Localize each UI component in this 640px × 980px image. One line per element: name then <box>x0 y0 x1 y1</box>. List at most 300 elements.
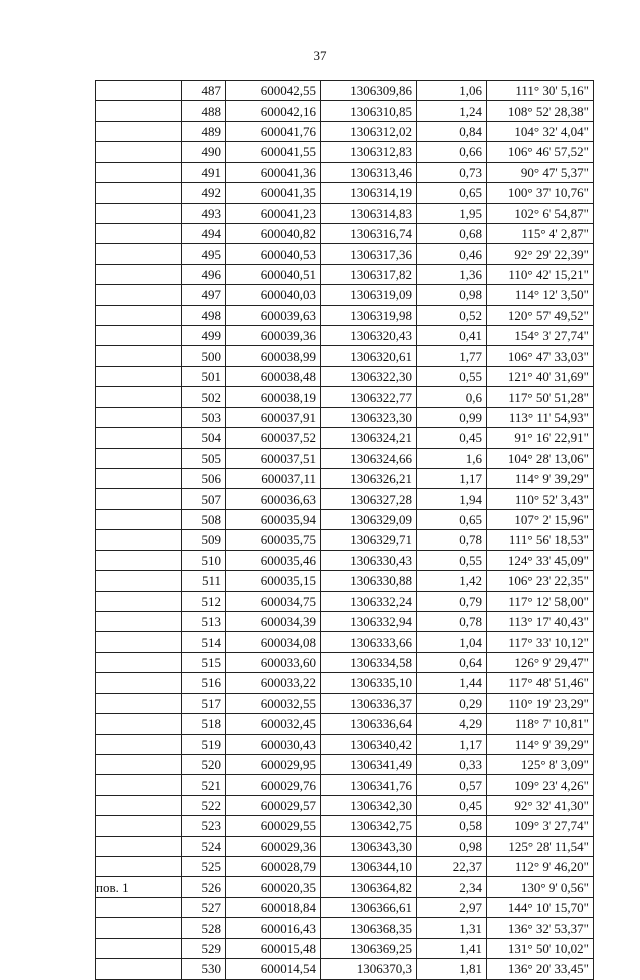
point-label-cell: пов. 1 <box>96 877 182 897</box>
distance-cell: 0,65 <box>417 183 487 203</box>
table-row <box>96 550 594 570</box>
point-number-cell: 513 <box>182 611 226 631</box>
point-number-cell: 505 <box>182 448 226 468</box>
x-coordinate-cell: 600029,36 <box>226 836 321 856</box>
point-label-cell <box>96 469 182 489</box>
y-coordinate-cell: 1306340,42 <box>321 734 417 754</box>
point-number-cell: 509 <box>182 530 226 550</box>
y-coordinate-cell: 1306312,83 <box>321 142 417 162</box>
point-label-cell <box>96 652 182 672</box>
x-coordinate-cell: 600035,46 <box>226 550 321 570</box>
point-label-cell <box>96 121 182 141</box>
y-coordinate-cell: 1306332,94 <box>321 611 417 631</box>
angle-cell: 100° 37' 10,76" <box>487 183 594 203</box>
table-row <box>96 264 594 284</box>
angle-cell: 112° 9' 46,20" <box>487 857 594 877</box>
y-coordinate-cell: 1306336,64 <box>321 714 417 734</box>
point-label-cell <box>96 244 182 264</box>
x-coordinate-cell: 600035,75 <box>226 530 321 550</box>
distance-cell: 0,78 <box>417 530 487 550</box>
y-coordinate-cell: 1306327,28 <box>321 489 417 509</box>
point-number-cell: 489 <box>182 121 226 141</box>
x-coordinate-cell: 600034,08 <box>226 632 321 652</box>
point-label-cell <box>96 897 182 917</box>
distance-cell: 1,04 <box>417 632 487 652</box>
table-row <box>96 591 594 611</box>
point-label-cell <box>96 530 182 550</box>
distance-cell: 0,57 <box>417 775 487 795</box>
point-label-cell <box>96 632 182 652</box>
angle-cell: 107° 2' 15,96" <box>487 509 594 529</box>
angle-cell: 114° 9' 39,29" <box>487 469 594 489</box>
point-number-cell: 515 <box>182 652 226 672</box>
distance-cell: 0,45 <box>417 428 487 448</box>
distance-cell: 1,41 <box>417 938 487 958</box>
table-row <box>96 897 594 917</box>
table-row <box>96 754 594 774</box>
table-row <box>96 326 594 346</box>
distance-cell: 1,42 <box>417 571 487 591</box>
point-number-cell: 491 <box>182 162 226 182</box>
angle-cell: 125° 8' 3,09" <box>487 754 594 774</box>
point-label-cell <box>96 428 182 448</box>
point-number-cell: 525 <box>182 857 226 877</box>
point-label-cell <box>96 938 182 958</box>
angle-cell: 104° 28' 13,06" <box>487 448 594 468</box>
x-coordinate-cell: 600038,48 <box>226 366 321 386</box>
distance-cell: 0,99 <box>417 407 487 427</box>
point-label-cell <box>96 775 182 795</box>
x-coordinate-cell: 600038,99 <box>226 346 321 366</box>
table-row <box>96 101 594 121</box>
angle-cell: 110° 42' 15,21" <box>487 264 594 284</box>
point-number-cell: 514 <box>182 632 226 652</box>
distance-cell: 0,64 <box>417 652 487 672</box>
point-number-cell: 530 <box>182 959 226 979</box>
table-row <box>96 162 594 182</box>
point-number-cell: 507 <box>182 489 226 509</box>
table-row <box>96 611 594 631</box>
x-coordinate-cell: 600037,11 <box>226 469 321 489</box>
point-number-cell: 528 <box>182 918 226 938</box>
x-coordinate-cell: 600040,53 <box>226 244 321 264</box>
x-coordinate-cell: 600033,60 <box>226 652 321 672</box>
table-row <box>96 203 594 223</box>
point-number-cell: 524 <box>182 836 226 856</box>
y-coordinate-cell: 1306364,82 <box>321 877 417 897</box>
angle-cell: 106° 47' 33,03" <box>487 346 594 366</box>
point-number-cell: 522 <box>182 795 226 815</box>
x-coordinate-cell: 600036,63 <box>226 489 321 509</box>
y-coordinate-cell: 1306369,25 <box>321 938 417 958</box>
point-number-cell: 504 <box>182 428 226 448</box>
angle-cell: 117° 50' 51,28" <box>487 387 594 407</box>
point-label-cell <box>96 734 182 754</box>
angle-cell: 118° 7' 10,81" <box>487 714 594 734</box>
distance-cell: 0,98 <box>417 285 487 305</box>
angle-cell: 115° 4' 2,87" <box>487 223 594 243</box>
distance-cell: 1,6 <box>417 448 487 468</box>
distance-cell: 0,55 <box>417 366 487 386</box>
x-coordinate-cell: 600033,22 <box>226 673 321 693</box>
y-coordinate-cell: 1306341,76 <box>321 775 417 795</box>
table-row <box>96 142 594 162</box>
point-number-cell: 508 <box>182 509 226 529</box>
point-label-cell <box>96 162 182 182</box>
point-label-cell <box>96 448 182 468</box>
point-number-cell: 521 <box>182 775 226 795</box>
point-number-cell: 529 <box>182 938 226 958</box>
point-number-cell: 493 <box>182 203 226 223</box>
point-label-cell <box>96 550 182 570</box>
table-row <box>96 223 594 243</box>
x-coordinate-cell: 600037,52 <box>226 428 321 448</box>
angle-cell: 117° 12' 58,00" <box>487 591 594 611</box>
table-row <box>96 877 594 897</box>
point-number-cell: 488 <box>182 101 226 121</box>
table-row <box>96 836 594 856</box>
point-number-cell: 520 <box>182 754 226 774</box>
table-row <box>96 714 594 734</box>
distance-cell: 2,97 <box>417 897 487 917</box>
point-number-cell: 527 <box>182 897 226 917</box>
y-coordinate-cell: 1306310,85 <box>321 101 417 121</box>
y-coordinate-cell: 1306370,3 <box>321 959 417 979</box>
angle-cell: 124° 33' 45,09" <box>487 550 594 570</box>
table-row <box>96 121 594 141</box>
angle-cell: 109° 23' 4,26" <box>487 775 594 795</box>
distance-cell: 1,36 <box>417 264 487 284</box>
x-coordinate-cell: 600039,63 <box>226 305 321 325</box>
point-label-cell <box>96 591 182 611</box>
distance-cell: 1,24 <box>417 101 487 121</box>
x-coordinate-cell: 600038,19 <box>226 387 321 407</box>
angle-cell: 136° 32' 53,37" <box>487 918 594 938</box>
table-row <box>96 571 594 591</box>
table-row <box>96 81 594 101</box>
y-coordinate-cell: 1306334,58 <box>321 652 417 672</box>
point-label-cell <box>96 714 182 734</box>
table-row <box>96 918 594 938</box>
table-row <box>96 489 594 509</box>
distance-cell: 1,44 <box>417 673 487 693</box>
point-number-cell: 519 <box>182 734 226 754</box>
y-coordinate-cell: 1306342,75 <box>321 816 417 836</box>
angle-cell: 113° 17' 40,43" <box>487 611 594 631</box>
table-row <box>96 530 594 550</box>
point-number-cell: 503 <box>182 407 226 427</box>
x-coordinate-cell: 600015,48 <box>226 938 321 958</box>
point-number-cell: 487 <box>182 81 226 101</box>
x-coordinate-cell: 600029,55 <box>226 816 321 836</box>
point-label-cell <box>96 264 182 284</box>
x-coordinate-cell: 600032,55 <box>226 693 321 713</box>
x-coordinate-cell: 600037,51 <box>226 448 321 468</box>
y-coordinate-cell: 1306314,19 <box>321 183 417 203</box>
point-label-cell <box>96 223 182 243</box>
point-label-cell <box>96 81 182 101</box>
page-number: 37 <box>313 48 327 63</box>
angle-cell: 121° 40' 31,69" <box>487 366 594 386</box>
point-label-cell <box>96 611 182 631</box>
distance-cell: 1,77 <box>417 346 487 366</box>
y-coordinate-cell: 1306330,88 <box>321 571 417 591</box>
y-coordinate-cell: 1306366,61 <box>321 897 417 917</box>
x-coordinate-cell: 600016,43 <box>226 918 321 938</box>
point-number-cell: 495 <box>182 244 226 264</box>
table-row <box>96 857 594 877</box>
angle-cell: 92° 29' 22,39" <box>487 244 594 264</box>
point-label-cell <box>96 509 182 529</box>
table-row <box>96 632 594 652</box>
x-coordinate-cell: 600032,45 <box>226 714 321 734</box>
x-coordinate-cell: 600040,82 <box>226 223 321 243</box>
point-label-cell <box>96 918 182 938</box>
y-coordinate-cell: 1306322,77 <box>321 387 417 407</box>
point-number-cell: 490 <box>182 142 226 162</box>
point-label-cell <box>96 754 182 774</box>
y-coordinate-cell: 1306333,66 <box>321 632 417 652</box>
angle-cell: 120° 57' 49,52" <box>487 305 594 325</box>
distance-cell: 22,37 <box>417 857 487 877</box>
x-coordinate-cell: 600039,36 <box>226 326 321 346</box>
table-row <box>96 509 594 529</box>
x-coordinate-cell: 600014,54 <box>226 959 321 979</box>
x-coordinate-cell: 600029,76 <box>226 775 321 795</box>
y-coordinate-cell: 1306368,35 <box>321 918 417 938</box>
y-coordinate-cell: 1306336,37 <box>321 693 417 713</box>
angle-cell: 117° 33' 10,12" <box>487 632 594 652</box>
angle-cell: 144° 10' 15,70" <box>487 897 594 917</box>
point-number-cell: 497 <box>182 285 226 305</box>
y-coordinate-cell: 1306317,36 <box>321 244 417 264</box>
angle-cell: 131° 50' 10,02" <box>487 938 594 958</box>
y-coordinate-cell: 1306319,98 <box>321 305 417 325</box>
distance-cell: 1,94 <box>417 489 487 509</box>
distance-cell: 2,34 <box>417 877 487 897</box>
point-number-cell: 518 <box>182 714 226 734</box>
distance-cell: 0,46 <box>417 244 487 264</box>
x-coordinate-cell: 600034,39 <box>226 611 321 631</box>
distance-cell: 0,33 <box>417 754 487 774</box>
point-number-cell: 523 <box>182 816 226 836</box>
angle-cell: 114° 12' 3,50" <box>487 285 594 305</box>
point-label-cell <box>96 816 182 836</box>
distance-cell: 0,45 <box>417 795 487 815</box>
point-label-cell <box>96 693 182 713</box>
table-row <box>96 938 594 958</box>
table-row <box>96 673 594 693</box>
table-row <box>96 693 594 713</box>
distance-cell: 1,95 <box>417 203 487 223</box>
angle-cell: 108° 52' 28,38" <box>487 101 594 121</box>
angle-cell: 113° 11' 54,93" <box>487 407 594 427</box>
point-number-cell: 494 <box>182 223 226 243</box>
point-label-cell <box>96 305 182 325</box>
point-label-cell <box>96 346 182 366</box>
distance-cell: 0,79 <box>417 591 487 611</box>
x-coordinate-cell: 600042,55 <box>226 81 321 101</box>
x-coordinate-cell: 600028,79 <box>226 857 321 877</box>
table-row <box>96 652 594 672</box>
point-number-cell: 510 <box>182 550 226 570</box>
table-row <box>96 734 594 754</box>
point-label-cell <box>96 183 182 203</box>
y-coordinate-cell: 1306313,46 <box>321 162 417 182</box>
y-coordinate-cell: 1306329,71 <box>321 530 417 550</box>
point-number-cell: 511 <box>182 571 226 591</box>
y-coordinate-cell: 1306330,43 <box>321 550 417 570</box>
point-label-cell <box>96 673 182 693</box>
distance-cell: 1,17 <box>417 469 487 489</box>
distance-cell: 0,65 <box>417 509 487 529</box>
point-label-cell <box>96 795 182 815</box>
y-coordinate-cell: 1306341,49 <box>321 754 417 774</box>
point-number-cell: 506 <box>182 469 226 489</box>
y-coordinate-cell: 1306319,09 <box>321 285 417 305</box>
table-row <box>96 448 594 468</box>
point-number-cell: 501 <box>182 366 226 386</box>
x-coordinate-cell: 600041,55 <box>226 142 321 162</box>
angle-cell: 91° 16' 22,91" <box>487 428 594 448</box>
point-number-cell: 526 <box>182 877 226 897</box>
y-coordinate-cell: 1306326,21 <box>321 469 417 489</box>
x-coordinate-cell: 600020,35 <box>226 877 321 897</box>
table-row <box>96 469 594 489</box>
y-coordinate-cell: 1306314,83 <box>321 203 417 223</box>
y-coordinate-cell: 1306344,10 <box>321 857 417 877</box>
table-row <box>96 428 594 448</box>
distance-cell: 1,81 <box>417 959 487 979</box>
table-row <box>96 959 594 979</box>
y-coordinate-cell: 1306332,24 <box>321 591 417 611</box>
point-number-cell: 517 <box>182 693 226 713</box>
y-coordinate-cell: 1306320,43 <box>321 326 417 346</box>
angle-cell: 110° 19' 23,29" <box>487 693 594 713</box>
table-row <box>96 244 594 264</box>
distance-cell: 0,41 <box>417 326 487 346</box>
angle-cell: 102° 6' 54,87" <box>487 203 594 223</box>
point-label-cell <box>96 489 182 509</box>
distance-cell: 0,98 <box>417 836 487 856</box>
distance-cell: 0,84 <box>417 121 487 141</box>
point-label-cell <box>96 285 182 305</box>
angle-cell: 126° 9' 29,47" <box>487 652 594 672</box>
x-coordinate-cell: 600035,15 <box>226 571 321 591</box>
x-coordinate-cell: 600040,51 <box>226 264 321 284</box>
y-coordinate-cell: 1306342,30 <box>321 795 417 815</box>
point-label-cell <box>96 101 182 121</box>
y-coordinate-cell: 1306312,02 <box>321 121 417 141</box>
distance-cell: 1,06 <box>417 81 487 101</box>
point-label-cell <box>96 366 182 386</box>
y-coordinate-cell: 1306323,30 <box>321 407 417 427</box>
y-coordinate-cell: 1306322,30 <box>321 366 417 386</box>
angle-cell: 90° 47' 5,37" <box>487 162 594 182</box>
angle-cell: 111° 56' 18,53" <box>487 530 594 550</box>
table-body <box>96 81 594 980</box>
distance-cell: 0,29 <box>417 693 487 713</box>
x-coordinate-cell: 600030,43 <box>226 734 321 754</box>
x-coordinate-cell: 600041,23 <box>226 203 321 223</box>
y-coordinate-cell: 1306343,30 <box>321 836 417 856</box>
point-number-cell: 496 <box>182 264 226 284</box>
table-row <box>96 366 594 386</box>
y-coordinate-cell: 1306324,21 <box>321 428 417 448</box>
point-number-cell: 498 <box>182 305 226 325</box>
x-coordinate-cell: 600029,95 <box>226 754 321 774</box>
angle-cell: 114° 9' 39,29" <box>487 734 594 754</box>
y-coordinate-cell: 1306335,10 <box>321 673 417 693</box>
angle-cell: 106° 46' 57,52" <box>487 142 594 162</box>
y-coordinate-cell: 1306324,66 <box>321 448 417 468</box>
angle-cell: 106° 23' 22,35" <box>487 571 594 591</box>
x-coordinate-cell: 600018,84 <box>226 897 321 917</box>
distance-cell: 4,29 <box>417 714 487 734</box>
point-number-cell: 499 <box>182 326 226 346</box>
table-row <box>96 407 594 427</box>
x-coordinate-cell: 600029,57 <box>226 795 321 815</box>
x-coordinate-cell: 600034,75 <box>226 591 321 611</box>
point-number-cell: 502 <box>182 387 226 407</box>
angle-cell: 111° 30' 5,16" <box>487 81 594 101</box>
table-row <box>96 346 594 366</box>
y-coordinate-cell: 1306317,82 <box>321 264 417 284</box>
point-label-cell <box>96 142 182 162</box>
x-coordinate-cell: 600042,16 <box>226 101 321 121</box>
x-coordinate-cell: 600040,03 <box>226 285 321 305</box>
angle-cell: 109° 3' 27,74" <box>487 816 594 836</box>
distance-cell: 0,66 <box>417 142 487 162</box>
y-coordinate-cell: 1306329,09 <box>321 509 417 529</box>
angle-cell: 104° 32' 4,04" <box>487 121 594 141</box>
point-label-cell <box>96 203 182 223</box>
point-label-cell <box>96 959 182 979</box>
table-row <box>96 305 594 325</box>
distance-cell: 0,52 <box>417 305 487 325</box>
distance-cell: 0,68 <box>417 223 487 243</box>
table-row <box>96 387 594 407</box>
coordinates-table <box>95 80 594 980</box>
angle-cell: 110° 52' 3,43" <box>487 489 594 509</box>
y-coordinate-cell: 1306320,61 <box>321 346 417 366</box>
y-coordinate-cell: 1306309,86 <box>321 81 417 101</box>
point-label-cell <box>96 326 182 346</box>
table-row <box>96 816 594 836</box>
table-row <box>96 775 594 795</box>
x-coordinate-cell: 600037,91 <box>226 407 321 427</box>
distance-cell: 0,6 <box>417 387 487 407</box>
distance-cell: 0,55 <box>417 550 487 570</box>
point-label-cell <box>96 387 182 407</box>
y-coordinate-cell: 1306316,74 <box>321 223 417 243</box>
x-coordinate-cell: 600035,94 <box>226 509 321 529</box>
point-label-cell <box>96 857 182 877</box>
point-label-cell <box>96 571 182 591</box>
point-number-cell: 492 <box>182 183 226 203</box>
distance-cell: 1,17 <box>417 734 487 754</box>
angle-cell: 125° 28' 11,54" <box>487 836 594 856</box>
table-row <box>96 285 594 305</box>
angle-cell: 136° 20' 33,45" <box>487 959 594 979</box>
point-label-cell <box>96 407 182 427</box>
point-label-cell <box>96 836 182 856</box>
distance-cell: 1,31 <box>417 918 487 938</box>
angle-cell: 130° 9' 0,56" <box>487 877 594 897</box>
angle-cell: 154° 3' 27,74" <box>487 326 594 346</box>
table-row <box>96 795 594 815</box>
angle-cell: 117° 48' 51,46" <box>487 673 594 693</box>
